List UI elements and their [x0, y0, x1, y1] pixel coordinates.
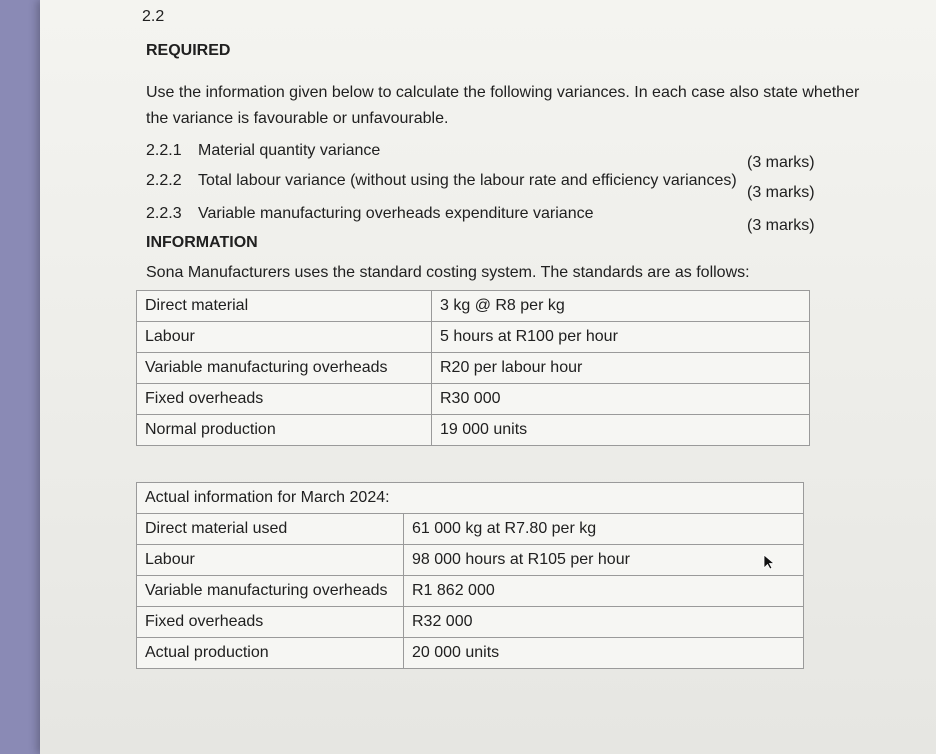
- table-cell: 20 000 units: [404, 638, 804, 669]
- standards-table: [136, 290, 810, 446]
- table-cell: 3 kg @ R8 per kg: [432, 291, 810, 322]
- information-heading: INFORMATION: [146, 234, 258, 251]
- standards-intro: Sona Manufacturers uses the standard costing system. The standards are as follows:: [146, 264, 750, 281]
- intro-line-1: Use the information given below to calculate the following variances. In each case also state whether: [146, 84, 860, 101]
- table-row: [137, 638, 804, 669]
- task-text: Material quantity variance: [198, 142, 381, 159]
- table-cell: Direct material used: [137, 514, 404, 545]
- table-cell: Fixed overheads: [137, 607, 404, 638]
- table-cell: 5 hours at R100 per hour: [432, 322, 810, 353]
- table-cell: R1 862 000: [404, 576, 804, 607]
- table-cell: 61 000 kg at R7.80 per kg: [404, 514, 804, 545]
- table-row: [137, 291, 810, 322]
- table-row: [137, 415, 810, 446]
- actual-table: [136, 482, 804, 669]
- table-cell: Labour: [137, 545, 404, 576]
- document-page: [40, 0, 936, 754]
- task-marks: (3 marks): [747, 184, 815, 201]
- table-row: [137, 353, 810, 384]
- task-marks: (3 marks): [747, 154, 815, 171]
- mouse-pointer-icon: [763, 554, 779, 570]
- task-number: 2.2.3: [146, 205, 182, 222]
- table-cell: Fixed overheads: [137, 384, 432, 415]
- table-cell: Labour: [137, 322, 432, 353]
- task-text: Total labour variance (without using the labour rate and efficiency variances): [198, 172, 737, 189]
- table-row: [137, 514, 804, 545]
- table-cell: Variable manufacturing overheads: [137, 576, 404, 607]
- task-number: 2.2.1: [146, 142, 182, 159]
- table-cell: 19 000 units: [432, 415, 810, 446]
- table-cell: R30 000: [432, 384, 810, 415]
- table-cell: Normal production: [137, 415, 432, 446]
- question-number: 2.2: [142, 8, 165, 25]
- task-text: Variable manufacturing overheads expenditure variance: [198, 205, 594, 222]
- task-number: 2.2.2: [146, 172, 182, 189]
- table-heading-cell: Actual information for March 2024:: [137, 483, 804, 514]
- table-cell: Actual production: [137, 638, 404, 669]
- intro-line-2: the variance is favourable or unfavourable.: [146, 110, 449, 127]
- table-row: [137, 483, 804, 514]
- table-cell: R32 000: [404, 607, 804, 638]
- table-cell: Variable manufacturing overheads: [137, 353, 432, 384]
- table-row: [137, 384, 810, 415]
- table-cell: Direct material: [137, 291, 432, 322]
- table-row: [137, 607, 804, 638]
- required-heading: REQUIRED: [146, 42, 231, 59]
- table-row: [137, 545, 804, 576]
- task-marks: (3 marks): [747, 217, 815, 234]
- table-row: [137, 322, 810, 353]
- table-cell: R20 per labour hour: [432, 353, 810, 384]
- table-cell: 98 000 hours at R105 per hour: [404, 545, 804, 576]
- table-row: [137, 576, 804, 607]
